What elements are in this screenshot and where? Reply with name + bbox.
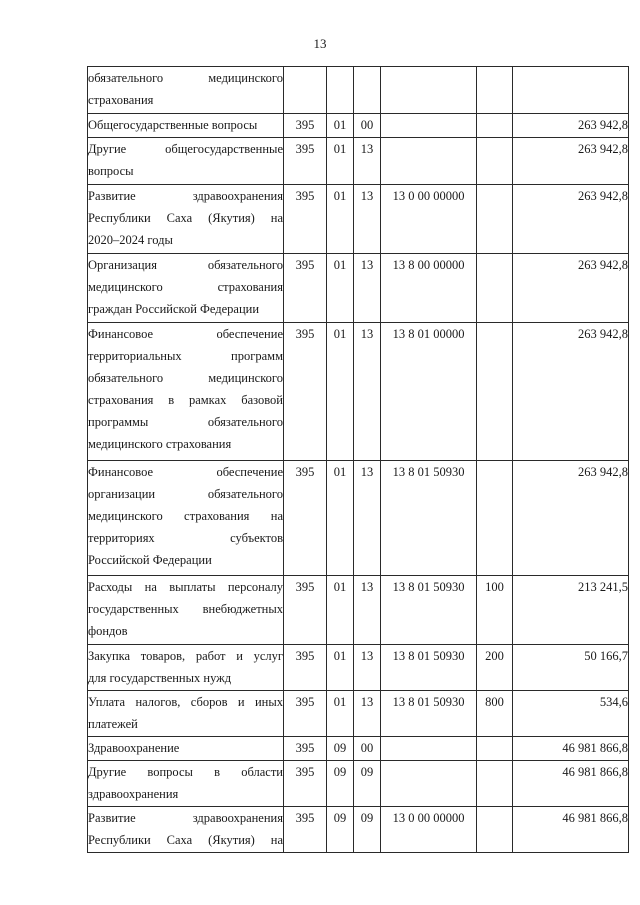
amount-cell: 263 942,8 [513, 461, 629, 576]
target-article-cell [381, 737, 477, 761]
amount-cell: 263 942,8 [513, 185, 629, 254]
amount-cell: 46 981 866,8 [513, 737, 629, 761]
section-cell: 01 [327, 114, 354, 138]
target-article-cell: 13 8 01 50930 [381, 576, 477, 645]
section-cell: 09 [327, 761, 354, 807]
expense-name-text: Организация обязательного медицинского страхования [88, 258, 283, 294]
expense-name-cell [88, 807, 284, 853]
expense-name-text: Закупка товаров, работ и услуг [88, 649, 283, 663]
table-row [88, 807, 629, 853]
expense-name-text: Другие вопросы в области [88, 765, 283, 779]
amount-cell: 50 166,7 [513, 645, 629, 691]
expense-name-cell [88, 461, 284, 576]
expense-name-last-line: Здравоохранение [88, 741, 180, 755]
target-article-cell [381, 114, 477, 138]
subsection-cell: 13 [354, 691, 381, 737]
expense-name-text: Другие общегосударственные [88, 142, 283, 156]
amount-cell: 46 981 866,8 [513, 807, 629, 853]
expense-name-text: обязательного медицинского [88, 71, 283, 85]
section-cell: 09 [327, 807, 354, 853]
target-article-cell: 13 0 00 00000 [381, 185, 477, 254]
amount-cell [513, 67, 629, 114]
expense-name-last-line: фондов [88, 624, 128, 638]
expense-type-cell [477, 138, 513, 185]
subsection-cell: 13 [354, 323, 381, 461]
amount-cell: 263 942,8 [513, 323, 629, 461]
expense-type-cell [477, 737, 513, 761]
subsection-cell: 09 [354, 761, 381, 807]
table-row [88, 645, 629, 691]
section-cell: 09 [327, 737, 354, 761]
table-row [88, 737, 629, 761]
target-article-cell [381, 138, 477, 185]
expense-name-cell [88, 114, 284, 138]
expense-name-last-line: страхования [88, 93, 154, 107]
grbs-cell: 395 [284, 461, 327, 576]
expense-type-cell [477, 114, 513, 138]
subsection-cell: 13 [354, 254, 381, 323]
grbs-cell: 395 [284, 807, 327, 853]
section-cell [327, 67, 354, 114]
expense-name-cell [88, 645, 284, 691]
expense-name-last-line: Российской Федерации [88, 553, 212, 567]
expense-type-cell [477, 185, 513, 254]
expense-type-cell: 200 [477, 645, 513, 691]
section-cell: 01 [327, 461, 354, 576]
amount-cell: 213 241,5 [513, 576, 629, 645]
amount-cell: 263 942,8 [513, 254, 629, 323]
subsection-cell: 13 [354, 576, 381, 645]
expense-name-last-line: граждан Российской Федерации [88, 302, 260, 316]
expense-name-text: Расходы на выплаты персоналу государственных внебюджетных [88, 580, 283, 616]
grbs-cell: 395 [284, 576, 327, 645]
expense-name-last-line: 2020–2024 годы [88, 233, 173, 247]
table-row [88, 576, 629, 645]
expense-name-last-line: для государственных нужд [88, 671, 232, 685]
table-row [88, 691, 629, 737]
subsection-cell: 00 [354, 737, 381, 761]
table-row [88, 138, 629, 185]
expense-type-cell [477, 461, 513, 576]
target-article-cell: 13 8 00 00000 [381, 254, 477, 323]
expense-type-cell: 100 [477, 576, 513, 645]
amount-cell: 263 942,8 [513, 138, 629, 185]
target-article-cell [381, 761, 477, 807]
expense-name-cell [88, 323, 284, 461]
grbs-cell: 395 [284, 185, 327, 254]
grbs-cell: 395 [284, 645, 327, 691]
expense-type-cell [477, 67, 513, 114]
amount-cell: 534,6 [513, 691, 629, 737]
section-cell: 01 [327, 323, 354, 461]
target-article-cell: 13 8 01 50930 [381, 691, 477, 737]
subsection-cell: 13 [354, 461, 381, 576]
expense-type-cell [477, 807, 513, 853]
grbs-cell: 395 [284, 691, 327, 737]
expense-type-cell: 800 [477, 691, 513, 737]
section-cell: 01 [327, 691, 354, 737]
target-article-cell: 13 0 00 00000 [381, 807, 477, 853]
amount-cell: 263 942,8 [513, 114, 629, 138]
subsection-cell: 00 [354, 114, 381, 138]
expense-name-text: Финансовое обеспечение организации обязательного медицинского страхования на территориях субъектов [88, 465, 283, 545]
subsection-cell: 13 [354, 185, 381, 254]
subsection-cell: 13 [354, 645, 381, 691]
grbs-cell: 395 [284, 737, 327, 761]
expense-type-cell [477, 323, 513, 461]
expense-type-cell [477, 254, 513, 323]
expense-name-last-line: здравоохранения [88, 787, 179, 801]
target-article-cell: 13 8 01 00000 [381, 323, 477, 461]
amount-cell: 46 981 866,8 [513, 761, 629, 807]
target-article-cell: 13 8 01 50930 [381, 461, 477, 576]
grbs-cell: 395 [284, 254, 327, 323]
expense-name-cell [88, 138, 284, 185]
expense-name-cell [88, 67, 284, 114]
expense-name-cell [88, 576, 284, 645]
table-row [88, 185, 629, 254]
expense-name-last-line: платежей [88, 717, 138, 731]
budget-table [87, 66, 629, 853]
table-row [88, 254, 629, 323]
expense-name-cell [88, 691, 284, 737]
expense-type-cell [477, 761, 513, 807]
expense-name-text: Развитие здравоохранения Республики Саха (Якутия) на [88, 811, 283, 847]
expense-name-text: Развитие здравоохранения Республики Саха (Якутия) на [88, 189, 283, 225]
expense-name-text: Уплата налогов, сборов и иных [88, 695, 283, 709]
table-row [88, 761, 629, 807]
subsection-cell [354, 67, 381, 114]
expense-name-cell [88, 737, 284, 761]
budget-table-body [88, 67, 629, 853]
grbs-cell: 395 [284, 114, 327, 138]
section-cell: 01 [327, 254, 354, 323]
table-row [88, 67, 629, 114]
target-article-cell [381, 67, 477, 114]
expense-name-last-line: Общегосударственные вопросы [88, 118, 258, 132]
subsection-cell: 09 [354, 807, 381, 853]
section-cell: 01 [327, 645, 354, 691]
section-cell: 01 [327, 138, 354, 185]
expense-name-last-line: вопросы [88, 164, 134, 178]
grbs-cell [284, 67, 327, 114]
expense-name-last-line: медицинского страхования [88, 437, 232, 451]
subsection-cell: 13 [354, 138, 381, 185]
table-row [88, 461, 629, 576]
section-cell: 01 [327, 576, 354, 645]
expense-name-cell [88, 761, 284, 807]
expense-name-text: Финансовое обеспечение территориальных программ обязательного медицинского страхования в рамках базовой программы обязательного [88, 327, 283, 429]
target-article-cell: 13 8 01 50930 [381, 645, 477, 691]
grbs-cell: 395 [284, 138, 327, 185]
expense-name-cell [88, 254, 284, 323]
section-cell: 01 [327, 185, 354, 254]
table-row [88, 323, 629, 461]
table-row [88, 114, 629, 138]
grbs-cell: 395 [284, 761, 327, 807]
page-number: 13 [313, 36, 327, 51]
grbs-cell: 395 [284, 323, 327, 461]
expense-name-cell [88, 185, 284, 254]
